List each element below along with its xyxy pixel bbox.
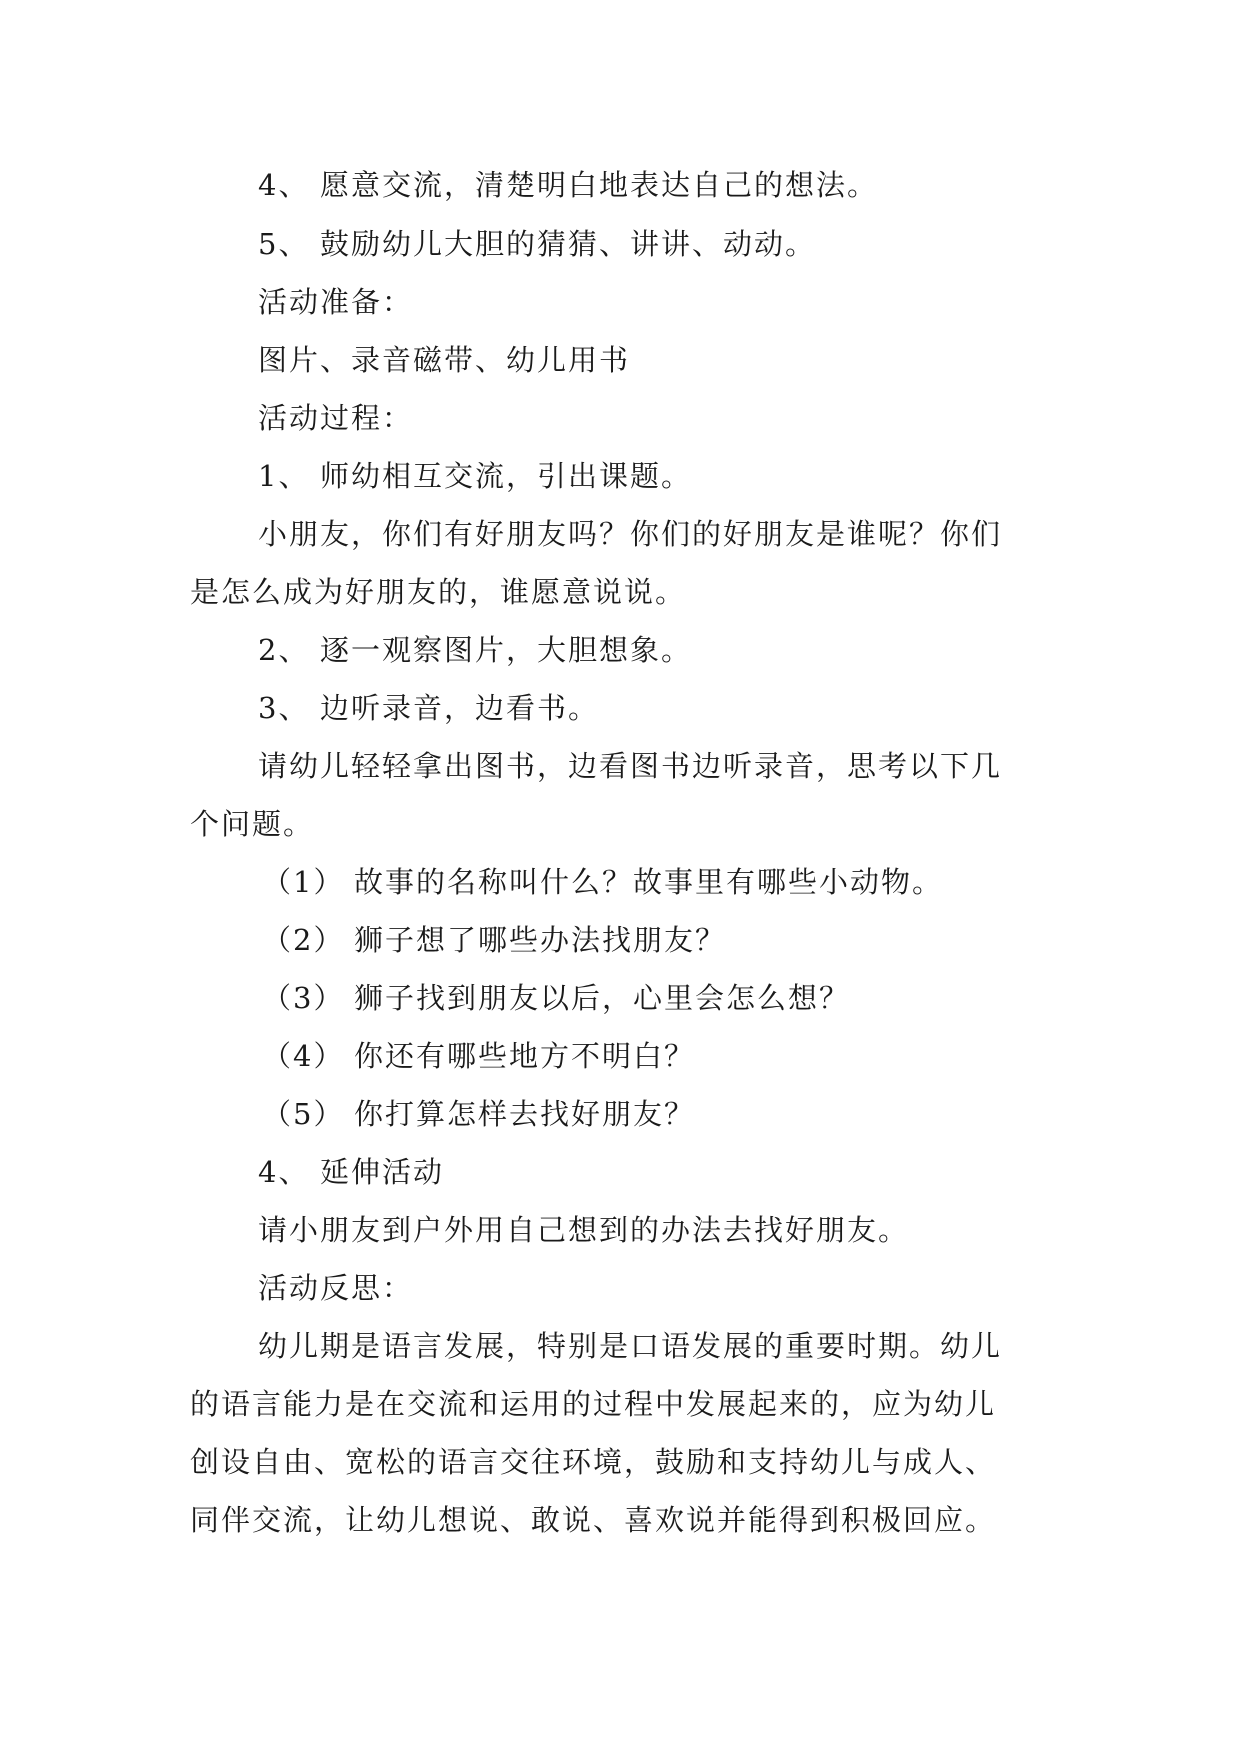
item-text: 狮子找到朋友以后，心里会怎么想？ [354,981,851,1015]
item-text: 故事的名称叫什么？故事里有哪些小动物。 [354,865,944,899]
item-number: 5、 [258,227,310,261]
item-text: 延伸活动 [320,1155,445,1189]
preparation-materials: 图片、录音磁带、幼儿用书 [258,343,631,377]
item-text: 狮子想了哪些办法找朋友？ [354,923,727,957]
item-number: （2） [262,923,345,957]
paragraph-line: 幼儿期是语言发展，特别是口语发展的重要时期。幼儿 [258,1329,1003,1363]
paragraph-line: 创设自由、宽松的语言交往环境，鼓励和支持幼儿与成人、 [190,1445,997,1479]
item-text: 边听录音，边看书。 [320,691,600,725]
item-number: 1、 [258,459,310,493]
question-item-3 [262,979,850,1017]
section-heading-process: 活动过程： [258,401,414,435]
list-item-goal-5 [258,225,816,263]
item-number: （4） [262,1039,345,1073]
item-text: 逐一观察图片，大胆想象。 [320,633,693,667]
paragraph-line: 请小朋友到户外用自己想到的办法去找好朋友。 [258,1213,910,1247]
item-text: 愿意交流，清楚明白地表达自己的想法。 [320,168,879,202]
item-text: 师幼相互交流，引出课题。 [320,459,693,493]
list-item-goal-4 [258,166,878,204]
paragraph-line: 同伴交流，让幼儿想说、敢说、喜欢说并能得到积极回应。 [190,1503,997,1537]
list-item-step-1 [258,457,692,495]
list-item-step-3 [258,689,599,727]
paragraph-line: 请幼儿轻轻拿出图书，边看图书边听录音，思考以下几 [258,749,1003,783]
item-number: （5） [262,1097,345,1131]
section-heading-preparation: 活动准备： [258,285,414,319]
question-item-4 [262,1037,695,1075]
question-item-2 [262,921,726,959]
item-number: 3、 [258,691,310,725]
item-number: 2、 [258,633,310,667]
list-item-step-2 [258,631,692,669]
paragraph-line: 的语言能力是在交流和运用的过程中发展起来的，应为幼儿 [190,1387,997,1421]
item-text: 鼓励幼儿大胆的猜猜、讲讲、动动。 [320,227,817,261]
item-text: 你还有哪些地方不明白？ [354,1039,696,1073]
question-item-1 [262,863,943,901]
item-number: 4、 [258,1155,310,1189]
paragraph-line: 个问题。 [190,807,315,841]
item-number: （3） [262,981,345,1015]
item-number: （1） [262,865,345,899]
section-heading-reflection: 活动反思： [258,1271,414,1305]
question-item-5 [262,1095,695,1133]
list-item-step-4 [258,1153,444,1191]
paragraph-line: 小朋友，你们有好朋友吗？你们的好朋友是谁呢？你们 [258,517,1003,551]
item-text: 你打算怎样去找好朋友？ [354,1097,696,1131]
paragraph-line: 是怎么成为好朋友的，谁愿意说说。 [190,575,687,609]
item-number: 4、 [258,168,310,202]
